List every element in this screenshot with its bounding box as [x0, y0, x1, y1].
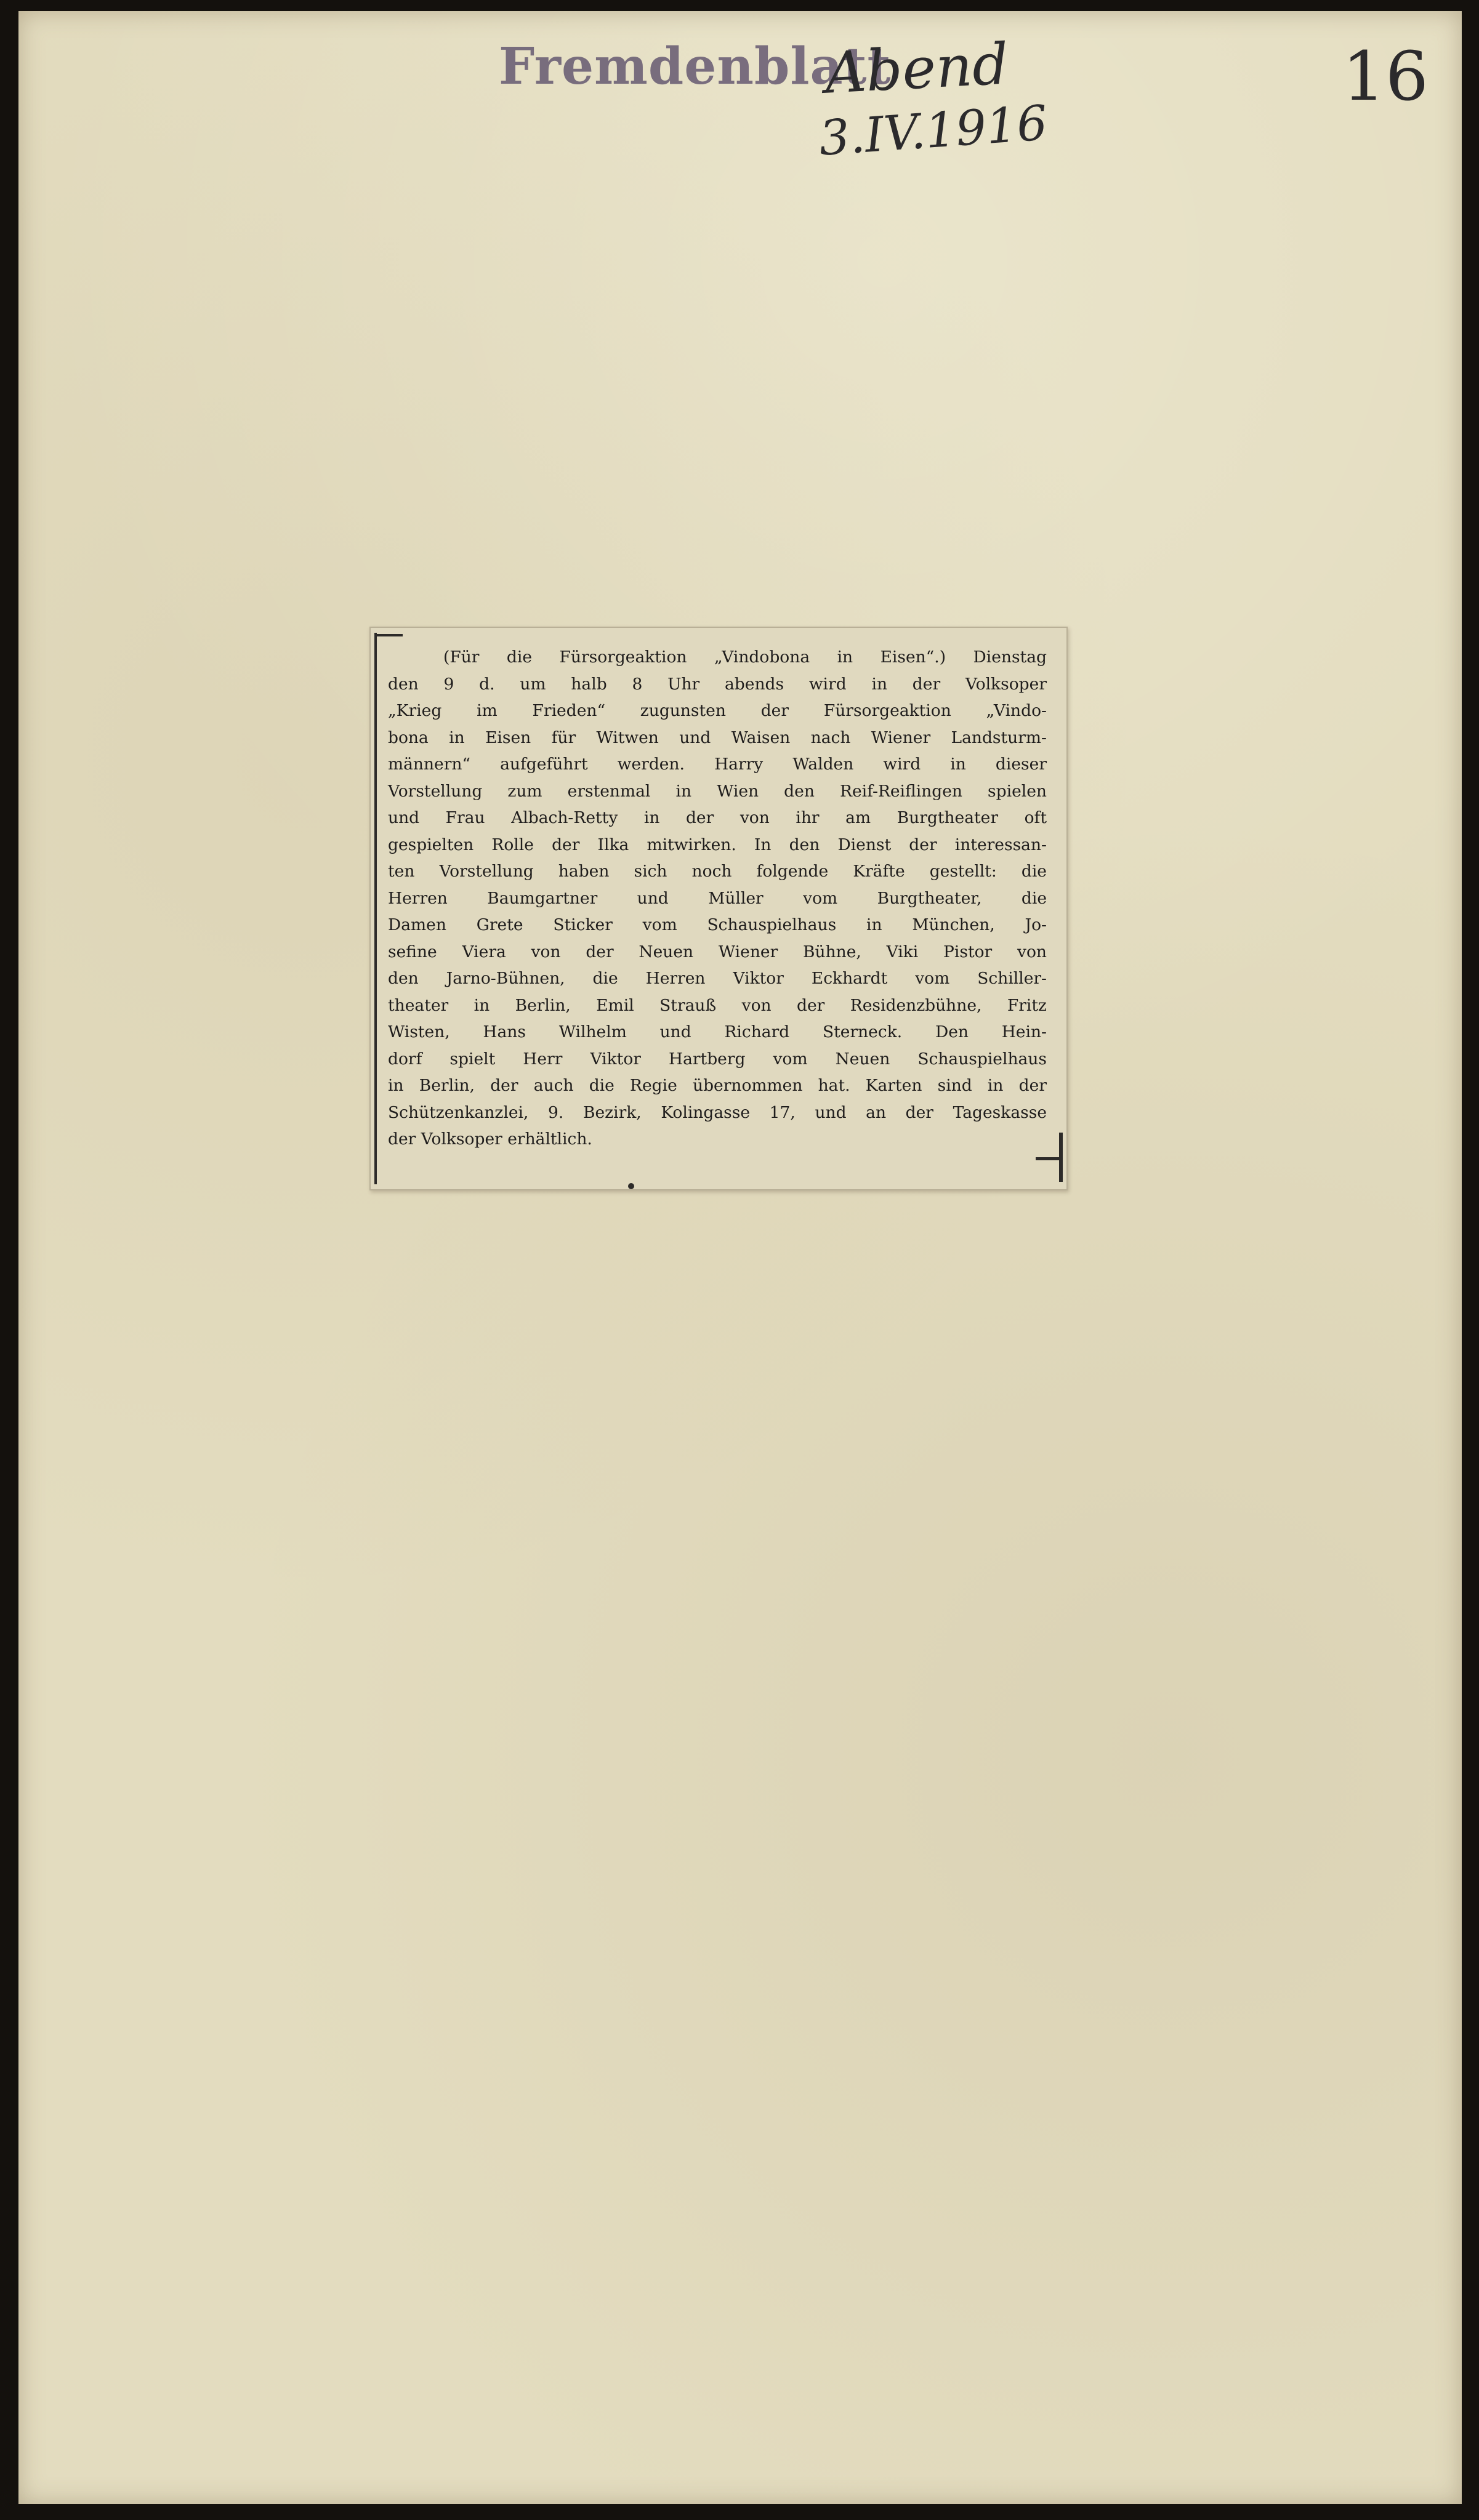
- archive-sheet: [18, 11, 1462, 2504]
- article-line: bona in Eisen für Witwen und Waisen nach Wiener Landsturm-: [388, 728, 1047, 747]
- clipping-right-cap: [1036, 1157, 1063, 1160]
- clipping-top-tick: [374, 634, 403, 636]
- ink-dot: [628, 1183, 634, 1189]
- article-line: dorf spielt Herr Viktor Hartberg vom Neuen Schauspielhaus: [388, 1049, 1047, 1069]
- article-line: männern“ aufgeführt werden. Harry Walden wird in dieser: [388, 755, 1047, 774]
- handwritten-edition: Abend: [823, 31, 1010, 106]
- article-line: Damen Grete Sticker vom Schauspielhaus in München, Jo-: [388, 915, 1047, 934]
- article-line: Vorstellung zum erstenmal in Wien den Reif-Reiflingen spielen: [388, 781, 1047, 801]
- article-line: Wisten, Hans Wilhelm und Richard Sterneck. Den Hein-: [388, 1022, 1047, 1041]
- newspaper-stamp: Fremdenblatt: [499, 37, 892, 96]
- newspaper-clipping: [369, 627, 1068, 1190]
- clipping-article: [388, 644, 1047, 1153]
- article-line: gespielten Rolle der Ilka mitwirken. In den Dienst der interessan-: [388, 835, 1047, 854]
- article-line: den 9 d. um halb 8 Uhr abends wird in der Volksoper: [388, 674, 1047, 694]
- article-line: ten Vorstellung haben sich noch folgende Kräfte gestellt: die: [388, 862, 1047, 881]
- article-line: und Frau Albach-Retty in der von ihr am Burgtheater oft: [388, 808, 1047, 827]
- handwritten-page-number: 16: [1342, 37, 1429, 116]
- handwritten-date: 3.IV.1916: [817, 95, 1049, 167]
- article-line: der Volksoper erhältlich.: [388, 1130, 592, 1149]
- article-line: theater in Berlin, Emil Strauß von der Residenzbühne, Fritz: [388, 995, 1047, 1015]
- article-line: in Berlin, der auch die Regie übernommen hat. Karten sind in der: [388, 1076, 1047, 1095]
- article-line: (Für die Fürsorgeaktion „Vindobona in Eisen“.) Dienstag: [443, 648, 1047, 667]
- article-line: „Krieg im Frieden“ zugunsten der Fürsorgeaktion „Vindo-: [388, 701, 1047, 720]
- article-line: sefine Viera von der Neuen Wiener Bühne, Viki Pistor von: [388, 942, 1047, 961]
- clipping-left-rule: [374, 633, 377, 1184]
- article-line: Herren Baumgartner und Müller vom Burgtheater, die: [388, 888, 1047, 908]
- article-line: Schützenkanzlei, 9. Bezirk, Kolingasse 17, und an der Tageskasse: [388, 1102, 1047, 1122]
- article-line: den Jarno-Bühnen, die Herren Viktor Eckhardt vom Schiller-: [388, 969, 1047, 988]
